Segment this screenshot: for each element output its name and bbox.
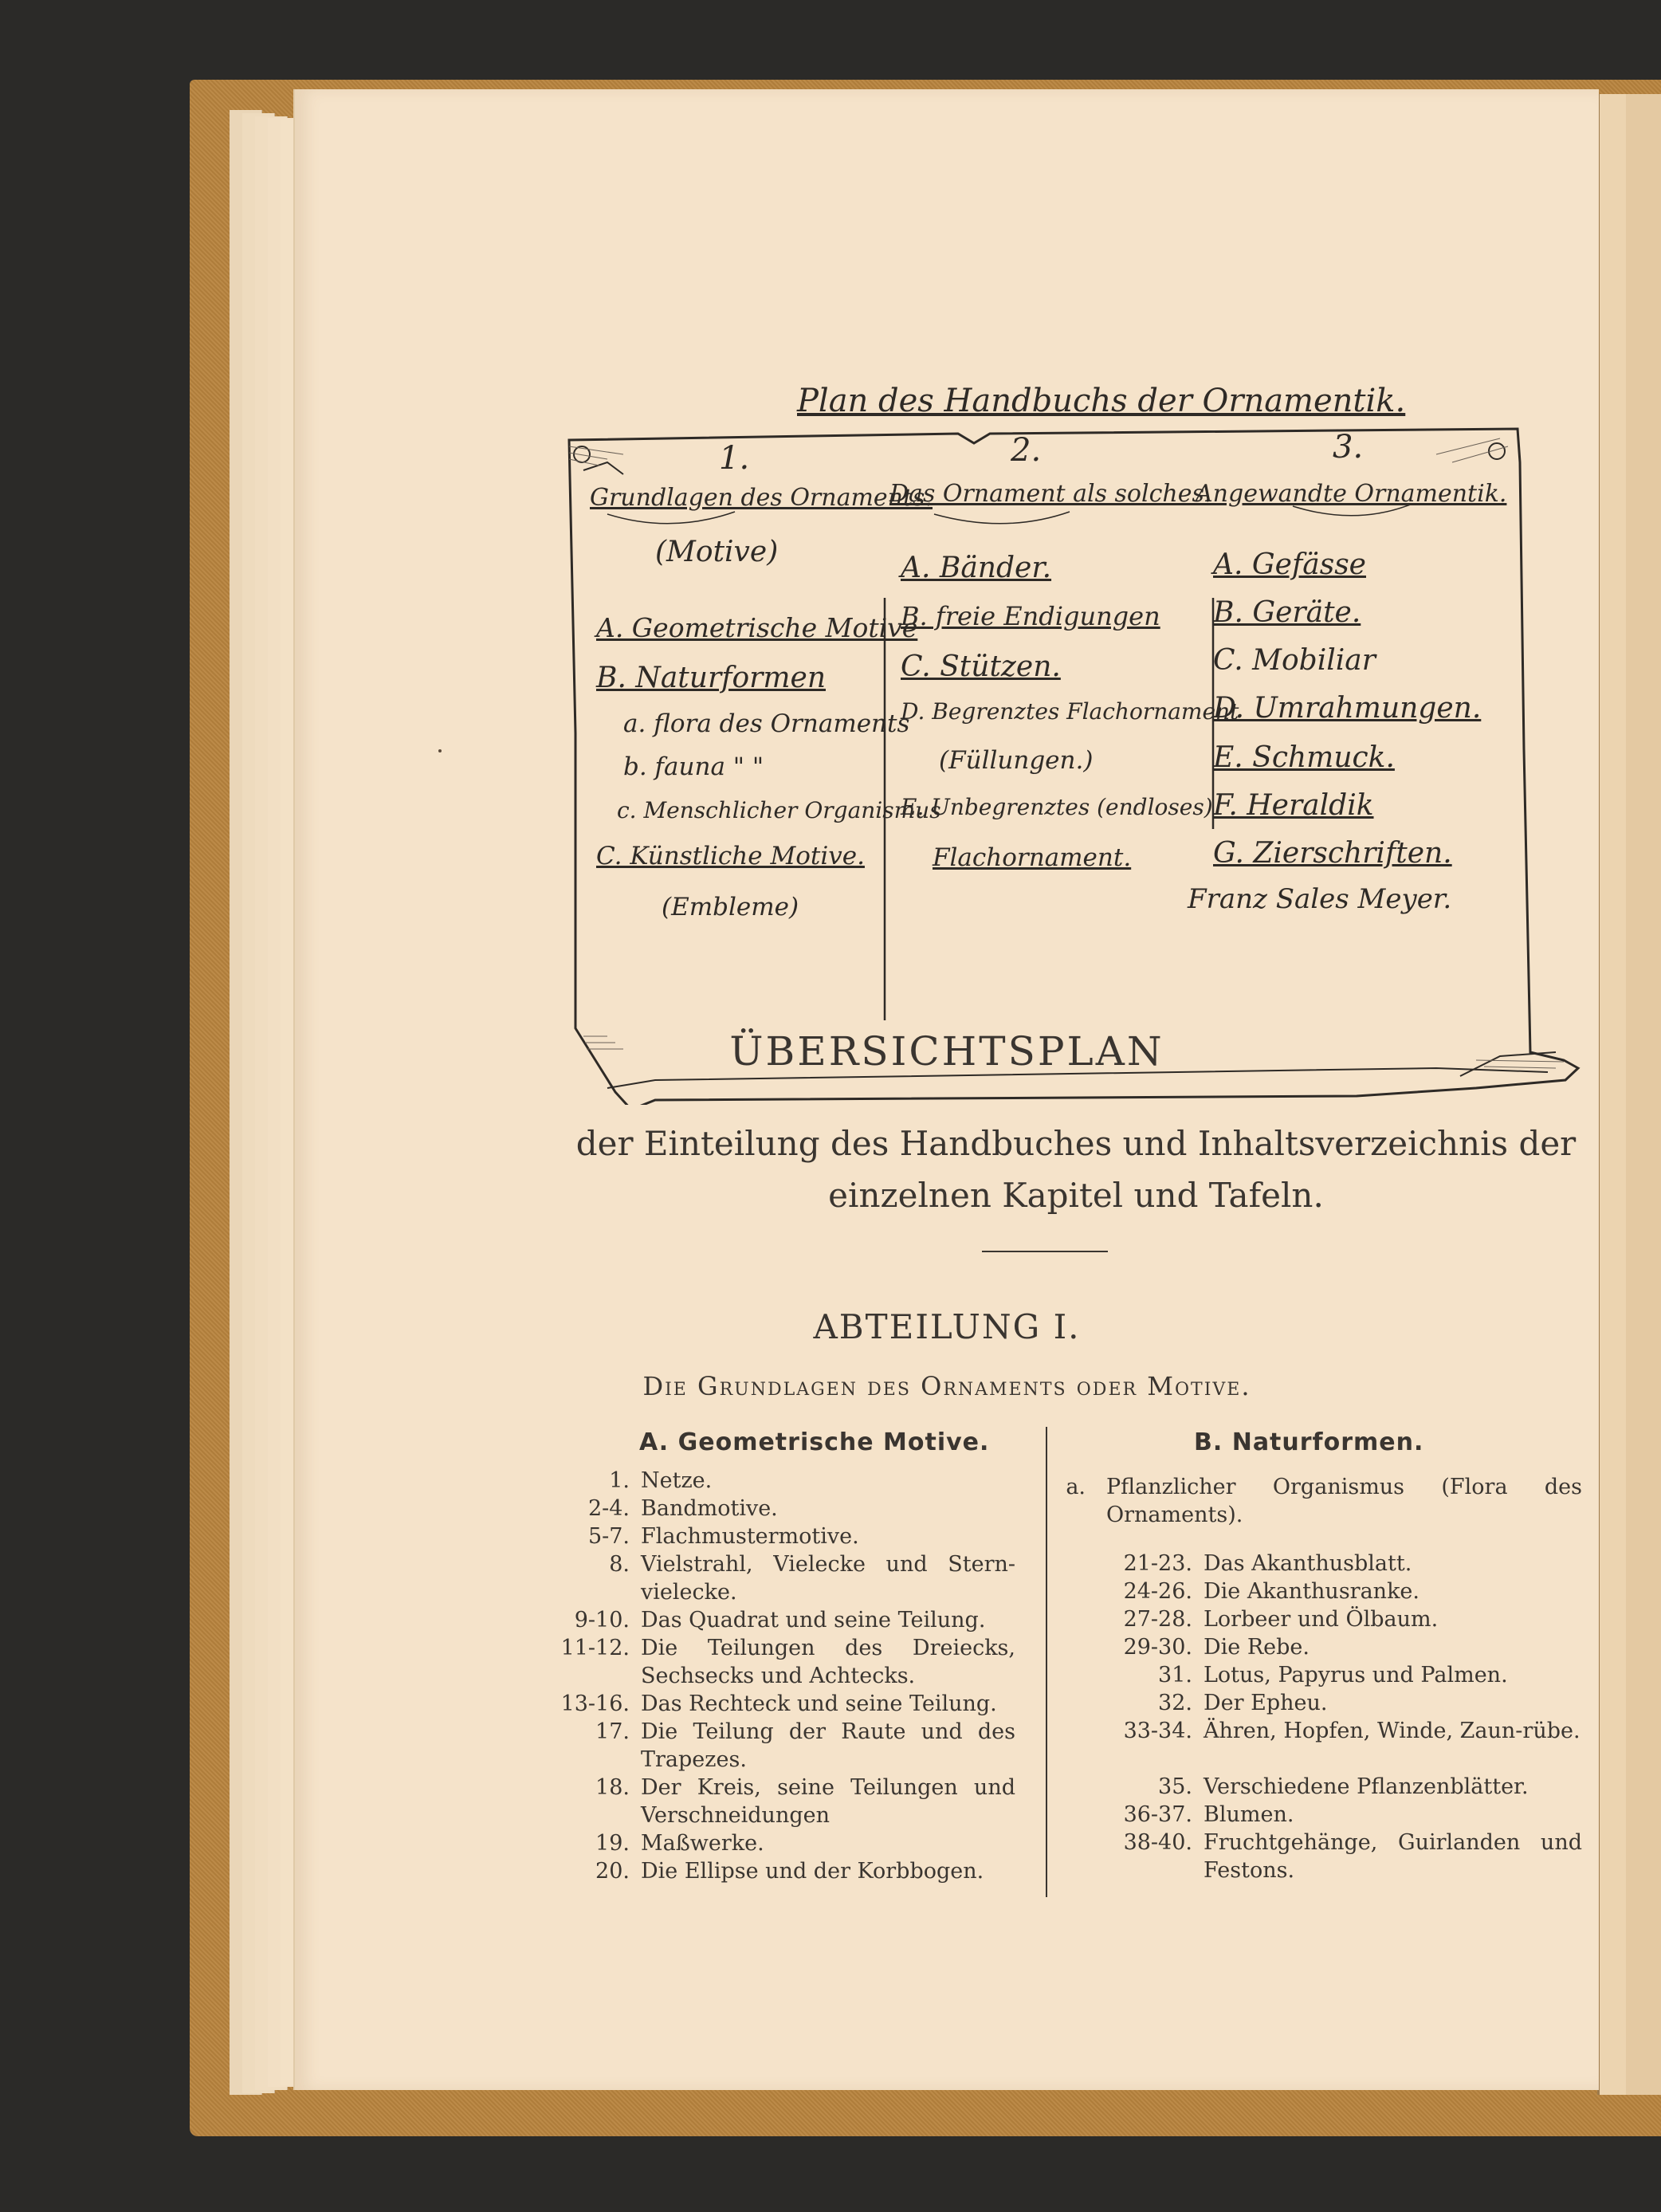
entry-text: Die Teilungen des Dreiecks, Sechsecks und Achtecks. [641,1636,1015,1688]
entry-text: Maßwerke. [641,1831,764,1856]
entry-number: 11-12. [560,1636,630,1660]
division-heading: ABTEILUNG I. [813,1307,1081,1346]
entry-text: Vielstrahl, Vielecke und Stern-vielecke. [641,1552,1015,1605]
entry-text: Lorbeer und Ölbaum. [1204,1607,1439,1632]
sign-col3-line: D. Umrahmungen. [1213,692,1482,725]
entry-number: 1. [609,1468,630,1493]
entry-number: 18. [595,1775,630,1800]
sign-col3-line: C. Mobiliar [1213,644,1376,677]
entry-text: Das Rechteck und seine Teilung. [641,1691,997,1716]
entry-number: a. [1066,1475,1086,1499]
sign-col1-line: C. Künstliche Motive. [596,842,865,870]
sign-col2-line: Flachornament. [933,843,1132,872]
column-divider [1046,1427,1047,1897]
entry-text: Lotus, Papyrus und Palmen. [1204,1663,1508,1687]
sign-col2-number: 2. [1011,432,1042,469]
entry-text: Fruchtgehänge, Guirlanden und Festons. [1204,1830,1582,1883]
sign-col1-number: 1. [719,440,750,477]
sign-col3-line: F. Heraldik [1213,789,1374,822]
sign-title: Plan des Handbuchs der Ornamentik. [797,383,1406,419]
entry-text: Die Akanthusranke. [1204,1579,1420,1604]
sign-col1-line: B. Naturformen [596,662,826,694]
entry-number: 20. [595,1859,630,1884]
entry-number: 5-7. [587,1524,630,1549]
entry-number: 17. [595,1719,630,1744]
divider [982,1251,1108,1252]
entry-number: 29-30. [1123,1635,1192,1660]
page-title: ÜBERSICHTSPLAN [729,1028,1164,1075]
facing-page-edge [1626,94,1661,2095]
entry-number: 9-10. [574,1608,630,1632]
entry-text: Verschiedene Pflanzenblätter. [1204,1774,1529,1799]
subtitle-line: der Einteilung des Handbuches und Inhaltsverzeichnis der [575,1124,1577,1163]
entry-number: 38-40. [1123,1830,1192,1855]
sign-col2-line: E. Unbegrenztes (endloses) [901,794,1213,820]
entry-number: 27-28. [1123,1607,1192,1632]
right-column-heading: B. Naturformen. [1194,1428,1424,1456]
sign-col2-line: (Füllungen.) [939,746,1094,775]
entry-number: 21-23. [1123,1551,1192,1576]
sign-col1-heading: Grundlagen des Ornaments. [590,484,933,512]
entry-number: 32. [1158,1691,1192,1715]
sign-col1-line: (Motive) [655,536,779,568]
entry-text: Pflanzlicher Organismus (Flora des Ornaments). [1106,1475,1582,1527]
entry-text: Ähren, Hopfen, Winde, Zaun-rübe. [1204,1719,1581,1743]
entry-number: 13-16. [560,1691,630,1716]
entry-text: Die Teilung der Raute und des Trapezes. [641,1719,1015,1772]
sign-col3-line: A. Gefässe [1213,548,1366,581]
entry-text: Netze. [641,1468,713,1493]
entry-text: Das Quadrat und seine Teilung. [641,1608,986,1632]
sign-col3-line: E. Schmuck. [1213,741,1395,774]
sign-col1-line: (Embleme) [662,893,799,921]
entry-number: 2-4. [587,1496,630,1521]
entry-number: 33-34. [1123,1719,1192,1743]
sign-signature: Franz Sales Meyer. [1188,883,1452,915]
book-page [293,89,1599,2090]
sign-col1-line: c. Menschlicher Organismus [617,797,941,823]
sign-col2-line: C. Stützen. [901,650,1061,683]
entry-text: Das Akanthusblatt. [1204,1551,1412,1576]
sign-col2-line: B. freie Endigungen [901,601,1160,631]
entry-text: Die Rebe. [1204,1635,1310,1660]
sign-col3-line: B. Geräte. [1213,596,1361,629]
section-heading: Die Grundlagen des Ornaments oder Motive. [642,1371,1251,1401]
entry-text: Bandmotive. [641,1496,778,1521]
entry-text: Der Epheu. [1204,1691,1328,1715]
page-mark [438,749,442,752]
entry-text: Flachmustermotive. [641,1524,859,1549]
sign-col2-line: A. Bänder. [901,552,1052,584]
entry-text: Blumen. [1204,1802,1294,1827]
left-column-heading: A. Geometrische Motive. [639,1428,990,1456]
sign-col1-line: A. Geometrische Motive [596,612,918,643]
entry-text: Der Kreis, seine Teilungen und Verschneidungen [641,1775,1015,1828]
sign-col3-line: G. Zierschriften. [1213,837,1452,870]
sign-col1-line: b. fauna " " [623,752,764,781]
sign-col1-line: a. flora des Ornaments [623,709,910,738]
sign-col2-heading: Das Ornament als solches. [889,480,1212,508]
subtitle-line: einzelnen Kapitel und Tafeln. [828,1176,1324,1215]
entry-text: Die Ellipse und der Korbbogen. [641,1859,984,1884]
entry-number: 31. [1158,1663,1192,1687]
entry-number: 35. [1158,1774,1192,1799]
entry-number: 8. [609,1552,630,1577]
sign-col3-number: 3. [1333,429,1364,466]
entry-number: 36-37. [1123,1802,1192,1827]
entry-number: 24-26. [1123,1579,1192,1604]
sign-col3-heading: Angewandte Ornamentik. [1196,480,1507,508]
sign-col2-line: D. Begrenztes Flachornament [901,698,1239,725]
entry-number: 19. [595,1831,630,1856]
page-subtitle [550,1118,1599,1221]
